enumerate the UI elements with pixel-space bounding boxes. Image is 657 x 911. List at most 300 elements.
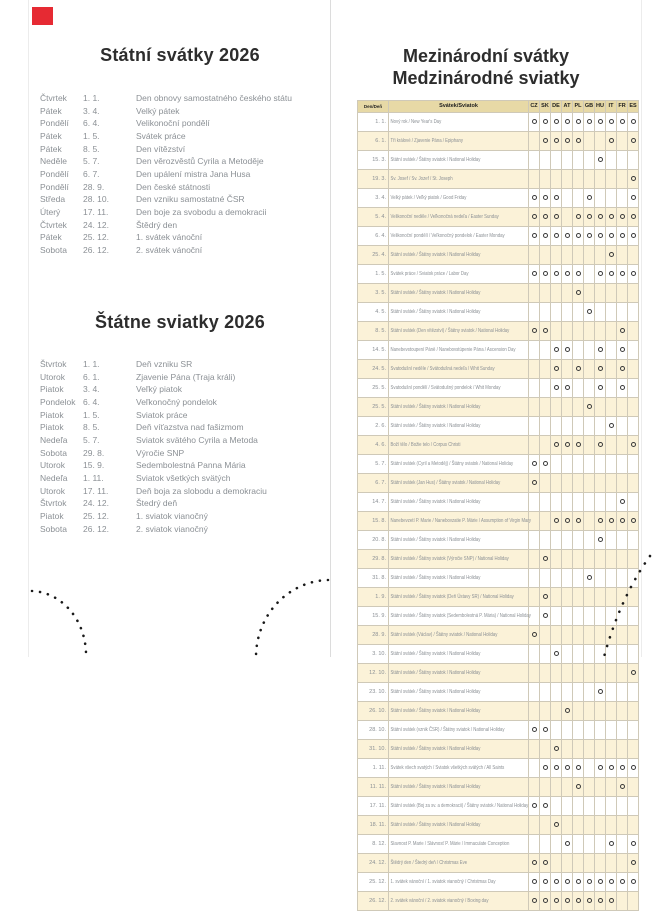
country-mark-cell-it (606, 150, 617, 169)
country-mark-cell-pl (573, 739, 584, 758)
holiday-dot-icon (598, 689, 603, 694)
holiday-dot-icon (543, 328, 548, 333)
table-row (358, 188, 639, 207)
country-mark-cell-sk (540, 435, 551, 454)
country-mark-cell-de (551, 701, 562, 720)
country-mark-cell-hu (595, 872, 606, 891)
holiday-dot-icon (554, 442, 559, 447)
country-mark-cell-at (562, 587, 573, 606)
country-mark-cell-hu (595, 625, 606, 644)
day-cell: Pátek (40, 105, 62, 116)
country-mark-cell-fr (617, 283, 628, 302)
holiday-dot-icon (587, 119, 592, 124)
country-mark-cell-hu (595, 758, 606, 777)
holiday-dot-icon (631, 233, 636, 238)
holiday-name-cell: Velikonoční pondělí / Veľkonočný pondelok / Easter Monday (389, 226, 529, 245)
country-mark-cell-fr (617, 397, 628, 416)
country-mark-cell-pl (573, 492, 584, 511)
country-mark-cell-de (551, 606, 562, 625)
country-mark-cell-cz (529, 188, 540, 207)
country-mark-cell-gb (584, 587, 595, 606)
holiday-dot-icon (609, 879, 614, 884)
country-mark-cell-fr (617, 511, 628, 530)
country-mark-cell-de (551, 207, 562, 226)
country-mark-cell-pl (573, 682, 584, 701)
country-mark-cell-de (551, 720, 562, 739)
holiday-dot-icon (609, 119, 614, 124)
header-country-cz: CZ (529, 101, 540, 113)
holiday-dot-icon (587, 309, 592, 314)
holiday-name-cell: Sv. Josef / Sv. Jozef / St. Joseph (389, 169, 529, 188)
holiday-dot-icon (554, 138, 559, 143)
holiday-dot-icon (554, 233, 559, 238)
country-mark-cell-pl (573, 549, 584, 568)
country-mark-cell-hu (595, 359, 606, 378)
table-row (358, 872, 639, 891)
country-mark-cell-sk (540, 207, 551, 226)
country-mark-cell-sk (540, 701, 551, 720)
country-mark-cell-at (562, 625, 573, 644)
country-mark-cell-at (562, 568, 573, 587)
holiday-dot-icon (576, 518, 581, 523)
country-mark-cell-it (606, 663, 617, 682)
country-mark-cell-it (606, 416, 617, 435)
holiday-name-cell: Sviatok všetkých svätých (136, 472, 231, 483)
country-mark-cell-it (606, 283, 617, 302)
header-country-hu: HU (595, 101, 606, 113)
holiday-dot-icon (543, 138, 548, 143)
country-mark-cell-cz (529, 872, 540, 891)
holiday-dot-icon (554, 347, 559, 352)
country-mark-cell-gb (584, 131, 595, 150)
country-mark-cell-fr (617, 378, 628, 397)
date-cell: 28. 9. (83, 181, 105, 192)
country-mark-cell-hu (595, 815, 606, 834)
country-mark-cell-at (562, 530, 573, 549)
holiday-name-cell: Štědrý den / Štedrý deň / Christmas Eve (389, 853, 529, 872)
day-cell: Piatok (40, 422, 64, 433)
table-row (358, 834, 639, 853)
country-mark-cell-es (628, 473, 639, 492)
holiday-row (40, 371, 326, 384)
holiday-name-cell: Den vzniku samostatné ČSR (136, 194, 245, 205)
holiday-name-cell: 2. svátek vánoční / 2. sviatok vianočný / Boxing day (389, 891, 529, 910)
country-mark-cell-at (562, 302, 573, 321)
country-mark-cell-cz (529, 625, 540, 644)
date-cell: 28. 10. (358, 720, 389, 739)
country-mark-cell-fr (617, 530, 628, 549)
country-mark-cell-de (551, 511, 562, 530)
holiday-dot-icon (631, 271, 636, 276)
country-mark-cell-es (628, 720, 639, 739)
country-mark-cell-de (551, 815, 562, 834)
holiday-name-cell: Štedrý deň (136, 498, 178, 509)
country-mark-cell-gb (584, 739, 595, 758)
day-cell: Nedeľa (40, 472, 68, 483)
holiday-dot-icon (532, 233, 537, 238)
holiday-dot-icon (620, 518, 625, 523)
holiday-name-cell: Velký pátek / Veľký piatok / Good Friday (389, 188, 529, 207)
holiday-dot-icon (565, 518, 570, 523)
date-cell: 5. 7. (83, 434, 100, 445)
country-mark-cell-hu (595, 511, 606, 530)
country-mark-cell-fr (617, 131, 628, 150)
country-mark-cell-sk (540, 720, 551, 739)
country-mark-cell-es (628, 131, 639, 150)
country-mark-cell-at (562, 758, 573, 777)
day-cell: Sobota (40, 447, 67, 458)
country-mark-cell-it (606, 511, 617, 530)
country-mark-cell-at (562, 511, 573, 530)
holiday-dot-icon (620, 119, 625, 124)
country-mark-cell-es (628, 796, 639, 815)
country-mark-cell-it (606, 454, 617, 473)
table-row (358, 758, 639, 777)
holiday-dot-icon (554, 765, 559, 770)
table-row (358, 606, 639, 625)
title-line-czech: Mezinárodní svátky (402, 46, 570, 66)
holiday-name-cell: Boží tělo / Božie telo / Corpus Christi (389, 435, 529, 454)
holiday-dot-icon (532, 195, 537, 200)
country-mark-cell-fr (617, 188, 628, 207)
holiday-dot-icon (565, 841, 570, 846)
holiday-dot-icon (598, 898, 603, 903)
country-mark-cell-gb (584, 815, 595, 834)
holiday-name-cell: Slavnost P. Marie / Slávnosť P. Márie / Immaculate Conception (389, 834, 529, 853)
table-row (358, 150, 639, 169)
holiday-dot-icon (598, 119, 603, 124)
country-mark-cell-it (606, 492, 617, 511)
header-day-column: Den/Deň (358, 101, 389, 113)
date-cell: 20. 8. (358, 530, 389, 549)
holiday-name-cell: Velký pátek (136, 105, 180, 116)
holiday-dot-icon (554, 879, 559, 884)
country-mark-cell-es (628, 682, 639, 701)
holiday-dot-icon (598, 233, 603, 238)
country-mark-cell-de (551, 568, 562, 587)
country-mark-cell-it (606, 587, 617, 606)
country-mark-cell-it (606, 701, 617, 720)
table-row (358, 796, 639, 815)
country-mark-cell-es (628, 815, 639, 834)
holiday-row (40, 358, 326, 371)
holiday-dot-icon (576, 442, 581, 447)
country-mark-cell-pl (573, 587, 584, 606)
holiday-row (40, 472, 326, 485)
date-cell: 19. 3. (358, 169, 389, 188)
holiday-dot-icon (565, 119, 570, 124)
country-mark-cell-es (628, 853, 639, 872)
date-cell: 17. 11. (83, 485, 109, 496)
country-mark-cell-es (628, 112, 639, 131)
day-cell: Čtvrtek (40, 219, 67, 230)
holiday-dot-icon (554, 366, 559, 371)
country-mark-cell-hu (595, 701, 606, 720)
date-cell: 4. 5. (358, 302, 389, 321)
holiday-dot-icon (587, 195, 592, 200)
holiday-name-cell: Den upálení mistra Jana Husa (136, 168, 251, 179)
country-mark-cell-es (628, 283, 639, 302)
holiday-name-cell: Státní svátek / Štátny sviatok (Sedembolestná P. Mária) / National Holiday (389, 606, 529, 625)
day-cell: Pátek (40, 143, 62, 154)
country-mark-cell-de (551, 625, 562, 644)
country-mark-cell-gb (584, 853, 595, 872)
country-mark-cell-sk (540, 454, 551, 473)
country-mark-cell-fr (617, 891, 628, 910)
country-mark-cell-at (562, 891, 573, 910)
holiday-dot-icon (631, 841, 636, 846)
country-mark-cell-de (551, 587, 562, 606)
holiday-dot-icon (620, 347, 625, 352)
holiday-name-cell: Státní svátek / Štátny sviatok / National Holiday (389, 568, 529, 587)
table-row (358, 435, 639, 454)
day-cell: Piatok (40, 510, 64, 521)
table-row (358, 264, 639, 283)
holiday-dot-icon (631, 176, 636, 181)
country-mark-cell-it (606, 568, 617, 587)
holiday-name-cell: Sviatok práce (136, 409, 188, 420)
header-country-de: DE (551, 101, 562, 113)
country-mark-cell-at (562, 473, 573, 492)
country-mark-cell-hu (595, 663, 606, 682)
country-mark-cell-de (551, 283, 562, 302)
country-mark-cell-cz (529, 473, 540, 492)
country-mark-cell-es (628, 568, 639, 587)
country-mark-cell-pl (573, 321, 584, 340)
holiday-dot-icon (631, 214, 636, 219)
country-mark-cell-cz (529, 416, 540, 435)
country-mark-cell-at (562, 815, 573, 834)
country-mark-cell-de (551, 834, 562, 853)
holiday-name-cell: Svátek všech svatých / Sviatok všetkých svätých / All Saints (389, 758, 529, 777)
country-mark-cell-it (606, 264, 617, 283)
date-cell: 26. 12. (83, 523, 109, 534)
date-cell: 25. 12. (358, 872, 389, 891)
date-cell: 28. 9. (358, 625, 389, 644)
day-cell: Neděle (40, 156, 67, 167)
date-cell: 8. 5. (83, 422, 100, 433)
country-mark-cell-pl (573, 796, 584, 815)
holiday-dot-icon (620, 271, 625, 276)
holiday-name-cell: Výročie SNP (136, 447, 185, 458)
holiday-dot-icon (587, 233, 592, 238)
country-mark-cell-pl (573, 169, 584, 188)
country-mark-cell-it (606, 853, 617, 872)
table-row (358, 587, 639, 606)
holiday-dot-icon (598, 385, 603, 390)
country-mark-cell-pl (573, 416, 584, 435)
country-mark-cell-cz (529, 340, 540, 359)
date-cell: 1. 1. (83, 93, 100, 103)
country-mark-cell-it (606, 188, 617, 207)
holiday-name-cell: 1. svátek vánoční (136, 232, 203, 243)
table-row (358, 891, 639, 910)
country-mark-cell-de (551, 777, 562, 796)
holiday-dot-icon (532, 461, 537, 466)
holiday-name-cell: Deň víťazstva nad fašizmom (136, 422, 244, 433)
holiday-dot-icon (543, 233, 548, 238)
country-mark-cell-fr (617, 625, 628, 644)
holiday-dot-icon (565, 442, 570, 447)
country-mark-cell-hu (595, 853, 606, 872)
country-mark-cell-it (606, 378, 617, 397)
country-mark-cell-gb (584, 321, 595, 340)
table-row (358, 169, 639, 188)
slovak-holidays-list (40, 358, 326, 535)
holiday-name-cell: Veľkonočný pondelok (136, 396, 217, 407)
country-mark-cell-es (628, 872, 639, 891)
country-mark-cell-cz (529, 378, 540, 397)
holiday-name-cell: 2. svátek vánoční (136, 244, 203, 255)
country-mark-cell-fr (617, 435, 628, 454)
header-country-pl: PL (573, 101, 584, 113)
table-row (358, 568, 639, 587)
country-mark-cell-sk (540, 397, 551, 416)
country-mark-cell-fr (617, 454, 628, 473)
day-cell: Nedeľa (40, 434, 68, 445)
country-mark-cell-at (562, 492, 573, 511)
country-mark-cell-gb (584, 492, 595, 511)
country-mark-cell-cz (529, 891, 540, 910)
country-mark-cell-de (551, 492, 562, 511)
holiday-name-cell: Zjavenie Pána (Traja králi) (136, 371, 236, 382)
country-mark-cell-gb (584, 359, 595, 378)
country-mark-cell-hu (595, 283, 606, 302)
holiday-dot-icon (609, 423, 614, 428)
holiday-row (40, 117, 326, 130)
country-mark-cell-cz (529, 739, 540, 758)
country-mark-cell-sk (540, 853, 551, 872)
holiday-dot-icon (543, 461, 548, 466)
country-mark-cell-pl (573, 340, 584, 359)
day-cell: Pondelok (40, 396, 76, 407)
holiday-name-cell: Deň vzniku SR (136, 359, 193, 369)
header-country-it: IT (606, 101, 617, 113)
country-mark-cell-at (562, 245, 573, 264)
holiday-dot-icon (565, 879, 570, 884)
holiday-dot-icon (532, 632, 537, 637)
international-holidays-table (357, 100, 639, 911)
holiday-dot-icon (543, 860, 548, 865)
country-mark-cell-it (606, 872, 617, 891)
country-mark-cell-gb (584, 302, 595, 321)
country-mark-cell-gb (584, 549, 595, 568)
country-mark-cell-sk (540, 378, 551, 397)
country-mark-cell-hu (595, 302, 606, 321)
holiday-dot-icon (609, 252, 614, 257)
country-mark-cell-de (551, 435, 562, 454)
country-mark-cell-es (628, 226, 639, 245)
holiday-dot-icon (620, 765, 625, 770)
country-mark-cell-de (551, 853, 562, 872)
date-cell: 8. 5. (83, 143, 100, 154)
country-mark-cell-at (562, 283, 573, 302)
date-cell: 25. 5. (358, 397, 389, 416)
holiday-dot-icon (576, 765, 581, 770)
holiday-name-cell: Státní svátek / Štátny sviatok (Deň Ústavy SR) / National Holiday (389, 587, 529, 606)
country-mark-cell-es (628, 625, 639, 644)
holiday-name-cell: Státní svátek / Štátny sviatok / National Holiday (389, 397, 529, 416)
country-mark-cell-hu (595, 682, 606, 701)
holiday-dot-icon (565, 385, 570, 390)
country-mark-cell-sk (540, 568, 551, 587)
country-mark-cell-de (551, 758, 562, 777)
date-cell: 24. 12. (83, 219, 109, 230)
date-cell: 15. 9. (83, 460, 105, 471)
country-mark-cell-cz (529, 302, 540, 321)
day-cell: Piatok (40, 384, 64, 395)
holiday-name-cell: Státní svátek / Štátny sviatok / National Holiday (389, 302, 529, 321)
day-cell: Pátek (40, 232, 62, 243)
date-cell: 18. 11. (358, 815, 389, 834)
holiday-row (40, 396, 326, 409)
day-cell: Piatok (40, 409, 64, 420)
country-mark-cell-cz (529, 321, 540, 340)
country-mark-cell-at (562, 872, 573, 891)
date-cell: 11. 11. (358, 777, 389, 796)
holiday-dot-icon (565, 708, 570, 713)
holiday-dot-icon (554, 385, 559, 390)
holiday-name-cell: Státní svátek / Štátny sviatok / National Holiday (389, 739, 529, 758)
holiday-dot-icon (554, 518, 559, 523)
country-mark-cell-de (551, 739, 562, 758)
country-mark-cell-at (562, 796, 573, 815)
country-mark-cell-pl (573, 283, 584, 302)
country-mark-cell-at (562, 131, 573, 150)
country-mark-cell-es (628, 549, 639, 568)
holiday-row (40, 143, 326, 156)
holiday-name-cell: Nanebevstoupení Páně / Nanebovstúpenie Pána / Ascension Day (389, 340, 529, 359)
holiday-dot-icon (587, 404, 592, 409)
country-mark-cell-fr (617, 568, 628, 587)
holiday-dot-icon (554, 898, 559, 903)
country-mark-cell-cz (529, 112, 540, 131)
country-mark-cell-cz (529, 796, 540, 815)
country-mark-cell-sk (540, 340, 551, 359)
holiday-name-cell: Svatodušní pondělí / Svätodušný pondelok / Whit Monday (389, 378, 529, 397)
country-mark-cell-pl (573, 777, 584, 796)
country-mark-cell-gb (584, 872, 595, 891)
country-mark-cell-hu (595, 207, 606, 226)
date-cell: 3. 10. (358, 644, 389, 663)
holiday-name-cell: Státní svátek / Štátny sviatok / National Holiday (389, 777, 529, 796)
country-mark-cell-es (628, 245, 639, 264)
table-row (358, 378, 639, 397)
holiday-dot-icon (565, 765, 570, 770)
holiday-dot-icon (532, 860, 537, 865)
country-mark-cell-it (606, 758, 617, 777)
day-cell: Pondělí (40, 118, 69, 129)
country-mark-cell-sk (540, 264, 551, 283)
country-mark-cell-pl (573, 397, 584, 416)
country-mark-cell-pl (573, 302, 584, 321)
country-mark-cell-it (606, 359, 617, 378)
country-mark-cell-it (606, 834, 617, 853)
country-mark-cell-de (551, 188, 562, 207)
country-mark-cell-pl (573, 834, 584, 853)
country-mark-cell-cz (529, 397, 540, 416)
date-cell: 25. 12. (83, 232, 109, 243)
country-mark-cell-cz (529, 853, 540, 872)
country-mark-cell-it (606, 891, 617, 910)
date-cell: 1. 1. (83, 359, 100, 369)
red-corner-tab (32, 7, 53, 25)
country-mark-cell-gb (584, 283, 595, 302)
holiday-dot-icon (620, 366, 625, 371)
holiday-dot-icon (620, 328, 625, 333)
country-mark-cell-hu (595, 891, 606, 910)
country-mark-cell-pl (573, 150, 584, 169)
